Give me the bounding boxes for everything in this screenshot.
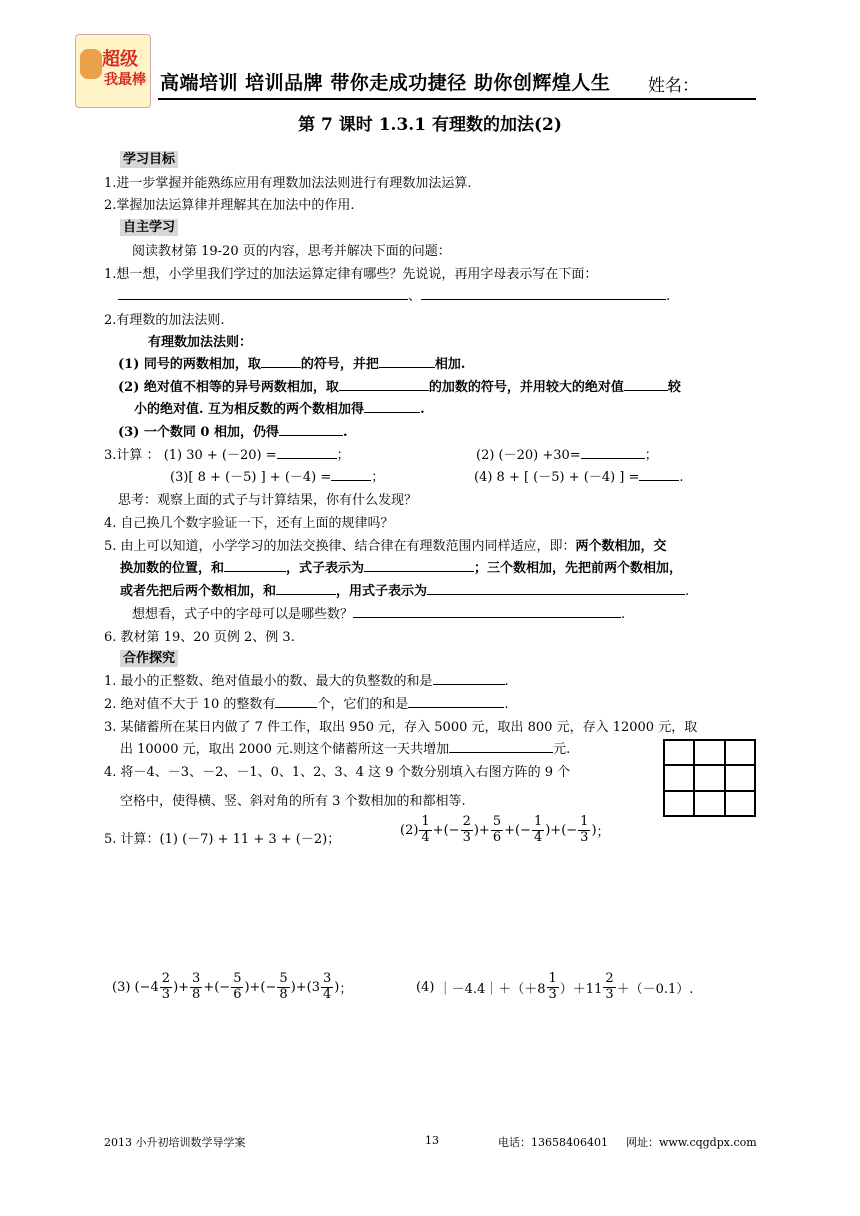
answer-blank[interactable] <box>364 400 420 413</box>
question-6: 6. 教材第 19、20 页例 2、例 3. <box>104 630 295 645</box>
think-prompt: 思考：观察上面的式子与计算结果，你有什么发现？ <box>118 493 418 508</box>
rule-2: (2) 绝对值不相等的异号两数相加，取 的加数的符号，并用较大的绝对值 较 <box>118 380 681 395</box>
answer-line-1: 、 . <box>118 285 670 304</box>
answer-blank[interactable] <box>275 695 317 708</box>
question-3-row-1: 3.计算 ： (1) 30 + (－20) = ； <box>104 448 350 463</box>
answer-blank[interactable] <box>427 582 685 595</box>
coop-question-3-cont: 出 10000 元，取出 2000 元.则这个储蓄所这一天共增加 元. <box>120 742 571 757</box>
question-3-row-2b: (4) 8 + [ (－5) + (－4) ] = . <box>474 470 684 485</box>
objectives-heading: 学习目标 <box>120 151 178 168</box>
question-5-line-2: 换加数的位置，和 ，式子表示为 ；三个数相加，先把前两个数相加， <box>120 561 683 576</box>
rule-3: (3) 一个数同 0 相加，仍得 . <box>118 425 348 440</box>
answer-blank[interactable] <box>421 287 666 300</box>
grid-cell[interactable] <box>694 791 724 816</box>
grid-cell[interactable] <box>694 740 724 765</box>
header-divider <box>158 98 756 100</box>
answer-blank[interactable] <box>279 423 343 436</box>
logo-text: 超级 <box>102 49 138 70</box>
rules-heading: 有理数加法法则： <box>148 335 253 350</box>
answer-blank[interactable] <box>639 468 679 481</box>
answer-blank[interactable] <box>581 446 645 459</box>
self-study-intro: 阅读教材第 19-20 页的内容，思考并解决下面的问题： <box>132 244 451 259</box>
page-title: 第 7 课时 1.3.1 有理数的加法(2) <box>298 115 562 135</box>
question-3-row-2: (3)[ 8 + (－5) ] + (－4) = ； <box>170 470 385 485</box>
rule-2-cont: 小的绝对值. 互为相反数的两个数相加得 . <box>134 402 425 417</box>
coop-heading: 合作探究 <box>120 650 178 667</box>
footer-left: 2013 小升初培训数学导学案 <box>104 1136 246 1149</box>
coop-question-5-3: (3) (−4 $\frac{2}{3}$ )+ $\frac{3}{8}$ +(− $\frac{5}{6}$ )+(− $\frac{5}{8}$ )+(3 $\frac{3}{4}$ ) ； <box>112 971 353 1002</box>
answer-blank[interactable] <box>408 695 504 708</box>
answer-blank[interactable] <box>624 378 668 391</box>
page-number: 13 <box>425 1134 439 1147</box>
question-3-row-1b: (2) (－20) +30= ； <box>476 448 658 463</box>
answer-blank[interactable] <box>433 672 505 685</box>
footer-site: 网址：www.cqgdpx.com <box>626 1136 757 1149</box>
answer-blank[interactable] <box>331 468 371 481</box>
coop-question-5-4: (4) ｜－4.4｜＋（＋8 $\frac{1}{3}$ ）＋11 $\frac{2}{3}$ ＋（－0.1）. <box>416 971 694 1002</box>
objective-item: 1.进一步掌握并能熟练应用有理数加法法则进行有理数加法运算. <box>104 176 472 191</box>
answer-blank[interactable] <box>339 378 429 391</box>
grid-cell[interactable] <box>664 791 694 816</box>
coop-question-2: 2. 绝对值不大于 10 的整数有 个，它们的和是 . <box>104 697 509 712</box>
question-4: 4. 自己换几个数字验证一下，还有上面的规律吗？ <box>104 516 394 531</box>
name-label: 姓名： <box>648 76 699 96</box>
header-slogan: 高端培训 培训品牌 带你走成功捷径 助你创辉煌人生 <box>160 72 611 94</box>
footer-phone: 电话：13658406401 <box>498 1136 608 1149</box>
grid-cell[interactable] <box>664 740 694 765</box>
objective-item: 2.掌握加法运算律并理解其在加法中的作用. <box>104 198 355 213</box>
grid-cell[interactable] <box>694 765 724 790</box>
rule-1: (1) 同号的两数相加，取 的符号，并把 相加. <box>118 357 466 372</box>
self-study-heading: 自主学习 <box>120 219 178 236</box>
grid-cell[interactable] <box>725 765 755 790</box>
question-5-line-1: 5. 由上可以知道，小学学习的加法交换律、结合律在有理数范围内同样适应，即：两个数相加，交 <box>104 539 667 554</box>
brand-logo <box>75 34 151 108</box>
answer-blank[interactable] <box>379 355 435 368</box>
answer-blank[interactable] <box>277 446 337 459</box>
grid-cell[interactable] <box>725 740 755 765</box>
question-5-line-3: 或者先把后两个数相加，和 ，用式子表示为 . <box>120 584 690 599</box>
grid-cell[interactable] <box>664 765 694 790</box>
coop-question-1: 1. 最小的正整数、绝对值最小的数、最大的负整数的和是 . <box>104 674 509 689</box>
question-2: 2.有理数的加法法则. <box>104 313 225 328</box>
answer-blank[interactable] <box>449 740 553 753</box>
answer-blank[interactable] <box>261 355 301 368</box>
answer-blank[interactable] <box>224 559 286 572</box>
logo-text-2: 我最棒 <box>104 72 146 88</box>
coop-question-5-1: 5. 计算：(1) (－7) + 11 + 3 + (－2)； <box>104 832 341 847</box>
question-1: 1.想一想，小学里我们学过的加法运算定律有哪些？先说说，再用字母表示写在下面： <box>104 267 598 282</box>
answer-blank[interactable] <box>276 582 336 595</box>
grid-cell[interactable] <box>725 791 755 816</box>
magic-square-grid <box>663 739 756 817</box>
coop-question-4-cont: 空格中，使得横、竖、斜对角的所有 3 个数相加的和都相等. <box>120 794 466 809</box>
coop-question-5-2: (2) $\frac{1}{4}$ +(− $\frac{2}{3}$ )+ $\frac{5}{6}$ +(− $\frac{1}{4}$ )+(− $\frac{1}{3}$ ) ； <box>400 814 610 845</box>
answer-blank[interactable] <box>364 559 474 572</box>
answer-blank[interactable] <box>353 605 621 618</box>
question-5-line-4: 想想看，式子中的字母可以是哪些数？ . <box>132 607 626 622</box>
coop-question-4: 4. 将－4、－3、－2、－1、0、1、2、3、4 这 9 个数分别填入右图方阵的 9 个 <box>104 765 571 780</box>
coop-question-3: 3. 某储蓄所在某日内做了 7 件工作，取出 950 元，存入 5000 元，取出 800 元，存入 12000 元，取 <box>104 720 698 735</box>
answer-blank[interactable] <box>118 287 408 300</box>
